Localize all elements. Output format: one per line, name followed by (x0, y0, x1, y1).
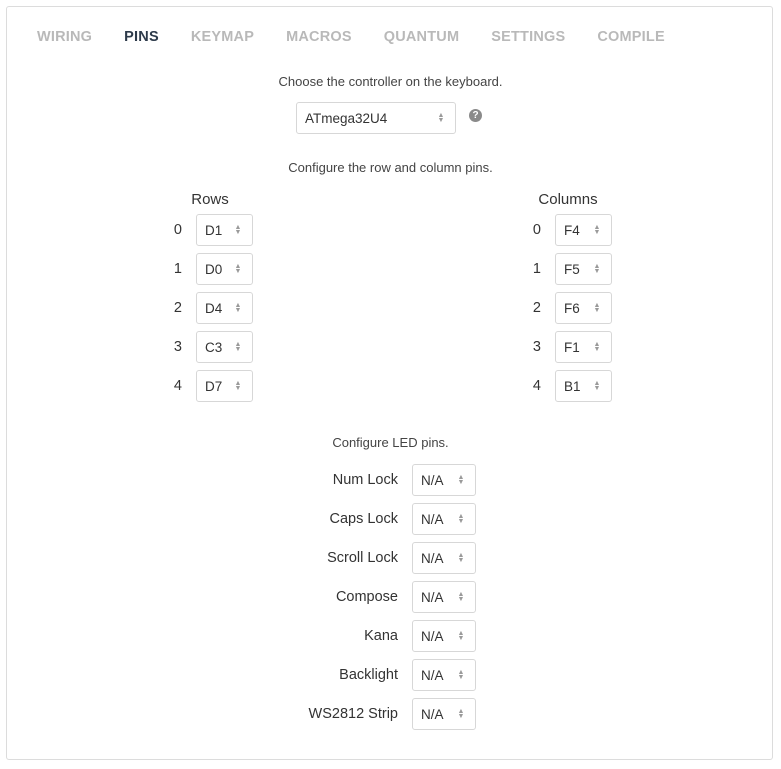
column-index-label: 4 (532, 378, 541, 394)
column-pin-select-value: B1 (564, 378, 581, 394)
select-arrows-icon: ▲ ▼ (457, 591, 465, 603)
row-pin-select-value: D0 (205, 261, 223, 277)
column-pin-select-value: F6 (564, 300, 580, 316)
column-pin-select-value: F4 (564, 222, 580, 238)
led-pin-select-value: N/A (421, 589, 444, 605)
column-index-label: 0 (532, 222, 541, 238)
led-label: Compose (335, 589, 398, 605)
tab-compile[interactable]: COMPILE (597, 29, 665, 45)
row-pin-select[interactable] (196, 292, 253, 324)
led-prompt: Configure LED pins. (332, 435, 449, 450)
led-pin-select[interactable] (412, 503, 476, 535)
columns-heading: Columns (538, 191, 598, 208)
pins-prompt: Configure the row and column pins. (288, 160, 493, 175)
select-arrows-icon: ▲ ▼ (457, 474, 465, 486)
row-pin-select-value: D1 (205, 222, 223, 238)
row-pin-select[interactable] (196, 214, 253, 246)
column-pin-select[interactable] (555, 370, 612, 402)
tab-macros[interactable]: MACROS (286, 29, 352, 45)
row-pin-select[interactable] (196, 253, 253, 285)
row-pin-select[interactable] (196, 370, 253, 402)
select-arrows-icon: ▲ ▼ (457, 708, 465, 720)
select-arrows-icon: ▲ ▼ (593, 302, 601, 314)
led-pin-select[interactable] (412, 620, 476, 652)
controller-select-value: ATmega32U4 (305, 110, 388, 126)
column-pin-select[interactable] (555, 331, 612, 363)
select-arrows-icon: ▲ ▼ (234, 263, 242, 275)
led-pin-select[interactable] (412, 542, 476, 574)
row-pin-select-value: D4 (205, 300, 223, 316)
column-index-label: 3 (532, 339, 541, 355)
led-pin-select-value: N/A (421, 628, 444, 644)
row-index-label: 1 (173, 261, 182, 277)
row-index-label: 4 (173, 378, 182, 394)
row-index-label: 2 (173, 300, 182, 316)
column-index-label: 1 (532, 261, 541, 277)
select-arrows-icon: ▲ ▼ (234, 302, 242, 314)
tab-keymap[interactable]: KEYMAP (190, 29, 255, 45)
led-pin-select-value: N/A (421, 472, 444, 488)
led-pin-select[interactable] (412, 659, 476, 691)
select-arrows-icon: ▲ ▼ (593, 341, 601, 353)
row-pin-select-value: C3 (205, 339, 223, 355)
led-label: Num Lock (332, 472, 398, 488)
select-arrows-icon: ▲ ▼ (457, 552, 465, 564)
select-arrows-icon: ▲ ▼ (234, 224, 242, 236)
row-index-label: 0 (173, 222, 182, 238)
tab-bar (37, 29, 697, 45)
led-label: Kana (364, 628, 398, 644)
question-circle-icon[interactable]: ? (469, 109, 482, 122)
led-pin-select[interactable] (412, 581, 476, 613)
controller-select[interactable] (296, 102, 456, 134)
rows-heading: Rows (191, 191, 229, 208)
tab-pins[interactable]: PINS (124, 29, 159, 45)
controller-prompt: Choose the controller on the keyboard. (278, 74, 503, 89)
select-arrows-icon: ▲ ▼ (593, 224, 601, 236)
column-pin-select-value: F1 (564, 339, 580, 355)
led-pin-select[interactable] (412, 698, 476, 730)
led-pin-select-value: N/A (421, 550, 444, 566)
column-pin-select[interactable] (555, 214, 612, 246)
led-pin-select-value: N/A (421, 706, 444, 722)
select-arrows-icon: ▲ ▼ (234, 380, 242, 392)
row-index-label: 3 (173, 339, 182, 355)
led-pin-select-value: N/A (421, 667, 444, 683)
column-pin-select-value: F5 (564, 261, 580, 277)
select-arrows-icon: ▲ ▼ (593, 380, 601, 392)
led-label: Scroll Lock (327, 550, 398, 566)
select-arrows-icon: ▲ ▼ (234, 341, 242, 353)
select-arrows-icon: ▲ ▼ (437, 112, 445, 124)
select-arrows-icon: ▲ ▼ (457, 630, 465, 642)
row-pin-select[interactable] (196, 331, 253, 363)
led-pin-select-value: N/A (421, 511, 444, 527)
column-pin-select[interactable] (555, 253, 612, 285)
led-label: WS2812 Strip (308, 706, 398, 722)
select-arrows-icon: ▲ ▼ (457, 669, 465, 681)
tab-settings[interactable]: SETTINGS (491, 29, 566, 45)
tab-wiring[interactable]: WIRING (37, 29, 93, 45)
select-arrows-icon: ▲ ▼ (457, 513, 465, 525)
led-label: Backlight (339, 667, 398, 683)
column-index-label: 2 (532, 300, 541, 316)
tab-quantum[interactable]: QUANTUM (383, 29, 460, 45)
led-label: Caps Lock (329, 511, 398, 527)
column-pin-select[interactable] (555, 292, 612, 324)
row-pin-select-value: D7 (205, 378, 223, 394)
select-arrows-icon: ▲ ▼ (593, 263, 601, 275)
led-pin-select[interactable] (412, 464, 476, 496)
